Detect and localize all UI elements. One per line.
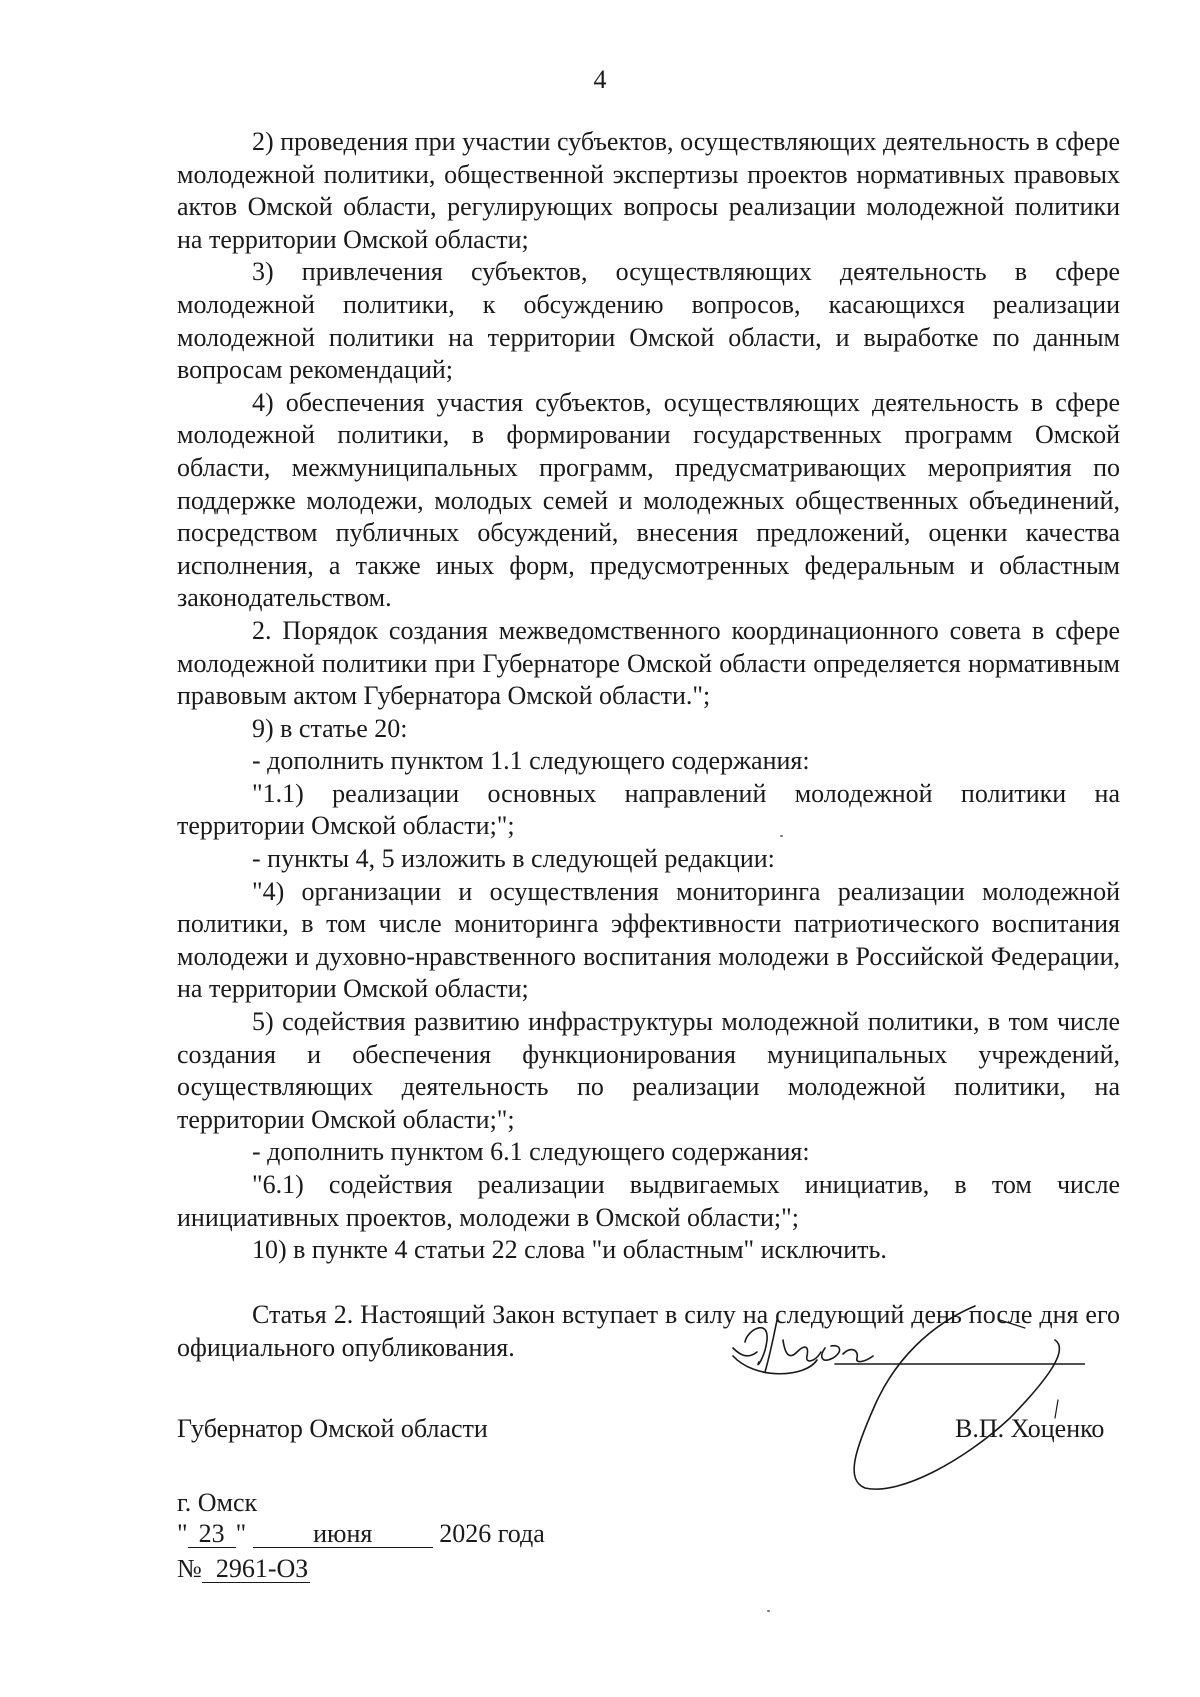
law-number-line — [177, 1553, 310, 1585]
paragraph-items-4-5-header: - пункты 4, 5 изложить в следующей редакции: — [252, 844, 775, 874]
governor-name: В.П. Хоценко — [955, 1414, 1105, 1443]
law-number: 2961-ОЗ — [202, 1556, 310, 1583]
paragraph-item-3: 3) привлечения субъектов, осуществляющих деятельность в сфере молодежной политики, к обсуждению вопросов, касающихся реализации молодежной политики на территории Омской области, и выработке по данным вопросам рекомендаций; — [177, 257, 1120, 385]
law-body-text — [177, 126, 1120, 1267]
date-line — [177, 1518, 545, 1550]
date-close-quote: " — [235, 1519, 247, 1548]
article-2-text: Статья 2. Настоящий Закон вступает в силу на следующий день после дня его официального опубликования. — [177, 1300, 1120, 1362]
paragraph-item-4-monitoring: "4) организации и осуществления мониторинга реализации молодежной политики, в том числе мониторинга эффективности патриотического воспитания молодежи и духовно-нравственного воспитания молодежи в Российской Федерации, на территории Омской области; — [177, 876, 1120, 1004]
paragraph-item-4: 4) обеспечения участия субъектов, осуществляющих деятельность в сфере молодежной политики, в формировании государственных программ Омской области, межмуниципальных программ, предусматривающих мероприятия по поддержке молодежи, молодых семей и молодежных общественных объединений, посредством публичных обсуждений, внесения предложений, оценки качества исполнения, а также иных форм, предусмотренных федеральным и областным законодательством. — [177, 387, 1120, 613]
number-sign: № — [177, 1554, 202, 1583]
paragraph-item-2: 2) проведения при участии субъектов, осуществляющих деятельность в сфере молодежной политики, общественной экспертизы проектов нормативных правовых актов Омской области, регулирующих вопросы реализации молодежной политики на территории Омской области; — [177, 127, 1120, 254]
scan-speck — [780, 835, 783, 837]
governor-title: Губернатор Омской области — [177, 1414, 488, 1443]
date-year: 2026 года — [439, 1519, 545, 1548]
city-line: г. Омск — [177, 1488, 258, 1517]
date-open-quote: " — [177, 1519, 188, 1548]
page-number: 4 — [593, 65, 607, 94]
date-day: 23 — [188, 1521, 236, 1548]
paragraph-council-procedure: 2. Порядок создания межведомственного координационного совета в сфере молодежной политики при Губернаторе Омской области определяется нормативным правовым актом Губернатора Омской области."; — [177, 615, 1120, 711]
date-month: июня — [253, 1521, 433, 1548]
paragraph-add-item-6-1: - дополнить пунктом 6.1 следующего содержания: — [252, 1137, 810, 1167]
handwritten-signature — [725, 1300, 1085, 1490]
paragraph-item-10-article-22: 10) в пункте 4 статьи 22 слова "и областным" исключить. — [252, 1235, 887, 1265]
paragraph-item-6-1: "6.1) содействия реализации выдвигаемых инициатив, в том числе инициативных проектов, молодежи в Омской области;"; — [177, 1170, 1120, 1232]
paragraph-add-item-1-1: - дополнить пунктом 1.1 следующего содержания: — [252, 746, 810, 776]
paragraph-item-5-infrastructure: 5) содействия развитию инфраструктуры молодежной политики, в том числе создания и обеспечения функционирования муниципальных учреждений, осуществляющих деятельность по реализации молодежной политики, на территории Омской области;"; — [177, 1007, 1120, 1134]
paragraph-item-1-1: "1.1) реализации основных направлений молодежной политики на территории Омской области;"; — [177, 778, 1120, 841]
scan-speck — [767, 1610, 770, 1612]
paragraph-article-20-header: 9) в статье 20: — [252, 713, 408, 743]
